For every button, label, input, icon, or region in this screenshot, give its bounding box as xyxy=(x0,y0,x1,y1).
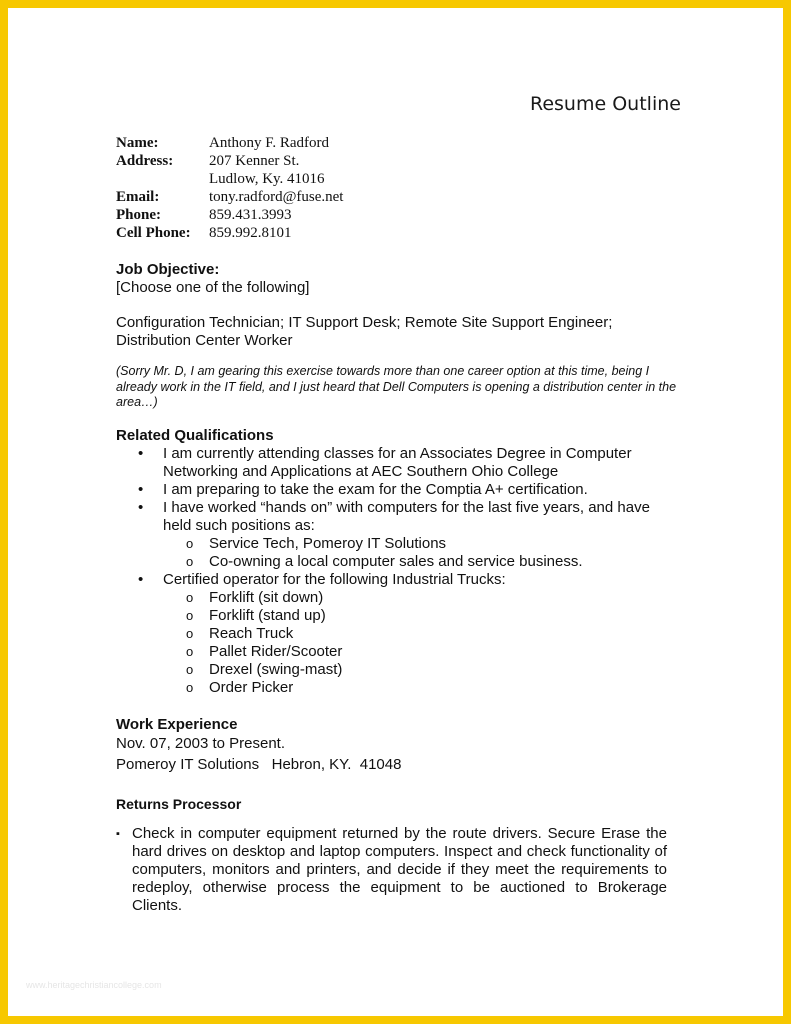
contact-value: tony.radford@fuse.net xyxy=(209,189,344,205)
bullet-icon: • xyxy=(138,481,144,498)
list-item-text: Forklift (sit down) xyxy=(209,589,324,606)
circle-bullet-icon: o xyxy=(186,608,194,623)
square-bullet-icon: ▪ xyxy=(116,828,120,840)
circle-bullet-icon: o xyxy=(186,644,194,659)
circle-bullet-icon: o xyxy=(186,590,194,605)
returns-paragraph xyxy=(116,825,667,915)
list-item-text: I have worked “hands on” with computers for the last five years, and have xyxy=(163,499,650,516)
objective-line-2: Distribution Center Worker xyxy=(116,332,293,349)
circle-bullet-icon: o xyxy=(186,626,194,641)
contact-value: 859.992.8101 xyxy=(209,225,292,241)
list-item-text: held such positions as: xyxy=(163,517,315,534)
contact-value: Ludlow, Ky. 41016 xyxy=(209,171,325,187)
bullet-icon: • xyxy=(138,571,144,588)
objective-line-1: Configuration Technician; IT Support Desk; Remote Site Support Engineer; xyxy=(116,314,613,331)
list-item-text: I am currently attending classes for an Associates Degree in Computer xyxy=(163,445,632,462)
list-item-text: Reach Truck xyxy=(209,625,294,642)
objective-heading: Job Objective: xyxy=(116,261,220,278)
list-item-text: Certified operator for the following Industrial Trucks: xyxy=(163,571,506,588)
contact-label: Phone: xyxy=(116,207,161,223)
work-employer: Pomeroy IT Solutions Hebron, KY. 41048 xyxy=(116,756,402,773)
circle-bullet-icon: o xyxy=(186,680,194,695)
circle-bullet-icon: o xyxy=(186,554,194,569)
work-heading: Work Experience xyxy=(116,716,238,733)
bullet-icon: • xyxy=(138,445,144,462)
list-item-text: Co-owning a local computer sales and service business. xyxy=(209,553,583,570)
watermark: www.heritagechristiancollege.com xyxy=(26,980,162,990)
contact-label: Email: xyxy=(116,189,160,205)
bullet-icon: • xyxy=(138,499,144,516)
objective-choose: [Choose one of the following] xyxy=(116,279,310,296)
list-item-text: Networking and Applications at AEC Southern Ohio College xyxy=(163,463,559,480)
work-dates: Nov. 07, 2003 to Present. xyxy=(116,735,285,752)
circle-bullet-icon: o xyxy=(186,536,194,551)
page-title: Resume Outline xyxy=(530,93,681,115)
contact-value: Anthony F. Radford xyxy=(209,135,330,151)
qualifications-heading: Related Qualifications xyxy=(116,427,274,444)
list-item-text: Forklift (stand up) xyxy=(209,607,326,624)
contact-label: Address: xyxy=(116,153,174,169)
list-item-text: Drexel (swing-mast) xyxy=(209,661,343,678)
contact-value: 207 Kenner St. xyxy=(209,153,300,169)
list-item-text: Order Picker xyxy=(209,679,294,696)
list-item-text: Service Tech, Pomeroy IT Solutions xyxy=(209,535,447,552)
resume-page xyxy=(8,8,783,1016)
contact-value: 859.431.3993 xyxy=(209,207,292,223)
list-item-text: I am preparing to take the exam for the Comptia A+ certification. xyxy=(163,481,588,498)
list-item-text: Pallet Rider/Scooter xyxy=(209,643,343,660)
contact-label: Cell Phone: xyxy=(116,225,191,241)
objective-note: (Sorry Mr. D, I am gearing this exercise towards more than one career option at this time, being I already work in the IT field, and I just heard that Dell Computers is opening a distribution center in the area…) xyxy=(116,364,677,409)
returns-text: Check in computer equipment returned by the route drivers. Secure Erase the hard drives on desktop and laptop computers. Inspect and check functionality of computers, monitors and printers, and decide if they meet the requirements to redeploy, otherwise process the equipment to be auctioned to Brokerage Clients. xyxy=(132,825,667,914)
returns-heading: Returns Processor xyxy=(116,796,242,812)
circle-bullet-icon: o xyxy=(186,662,194,677)
contact-label: Name: xyxy=(116,135,159,151)
